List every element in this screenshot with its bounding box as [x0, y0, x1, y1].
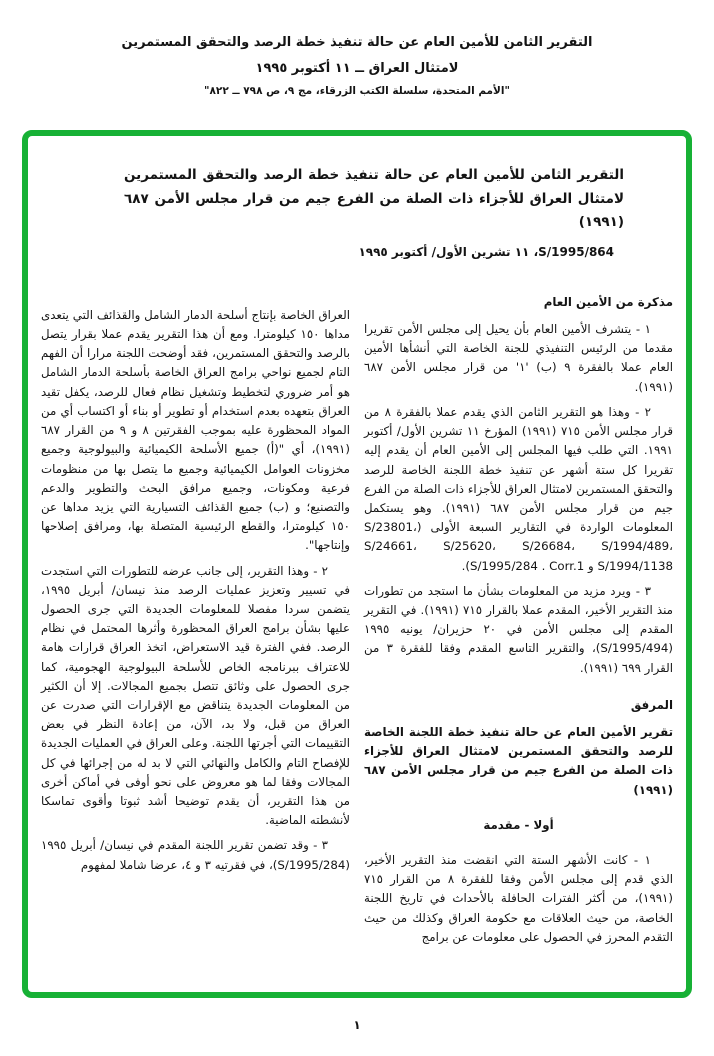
two-column-body	[41, 293, 673, 953]
document-header	[0, 0, 714, 97]
header-title: التقرير الثامن للأمين العام عن حالة تنفيذ خطة الرصد والتحقق المستمرين	[121, 35, 593, 50]
report-title: التقرير الثامن للأمين العام عن حالة تنفيذ خطة الرصد والتحقق المستمرين لامتثال العراق للأجزاء ذات الصلة من الفرع جيم من قرار مجلس الأمن ٦٨٧ (١٩٩١)	[124, 167, 624, 231]
note-paragraph-3: ٣ - ويرد مزيد من المعلومات بشأن ما استجد من تطورات منذ التقرير الأخير، المقدم عملا بالقرار ٧١٥ (١٩٩١). في التقرير المقدم إلى مجلس الأمن في ٢٠ حزيران/ يونيه ١٩٩٥ (S/1995/494)، والتقرير التاسع المقدم وفقا للفقرة ٣ من القرار ٦٩٩ (١٩٩١).	[364, 583, 673, 675]
annex-heading: المرفق	[630, 697, 673, 712]
header-source-note: "الأمم المتحدة، سلسلة الكتب الزرقاء، مج ٩، ص ٧٩٨ ــ ٨٢٢"	[204, 84, 510, 97]
report-box	[22, 130, 692, 998]
column-right	[364, 293, 673, 953]
intro-paragraph-3: ٣ - وقد تضمن تقرير اللجنة المقدم في نيسان/ أبريل ١٩٩٥ (S/1995/284)، في فقرتيه ٣ و ٤، عرضا شاملا لمفهوم	[41, 838, 350, 872]
column-left	[41, 293, 350, 953]
intro-paragraph-1-continuation: العراق الخاصة بإنتاج أسلحة الدمار الشامل والقذائف التي يتعدى مداها ١٥٠ كيلومترا. ومع أن هذا التقرير يقدم عملا بقرار يتصل بالرصد والتحقق المستمرين، فقد أوضحت اللجنة مرارا أن الفهم التام لجميع نواحي برامج العراق الخاصة بأسلحة الدمار الشامل هو أمر ضروري لتخطيط وتشغيل نظام فعال للرصد، يكفل تقيد العراق بتعهده بعدم استخدام أو تطوير أو بناء أو اكتساب أي من المواد المحظورة عليه بموجب الفقرتين ٨ و ٩ من القرار ٦٨٧ (١٩٩١)، أي "(أ) جميع الأسلحة الكيميائية والبيولوجية وجميع مخزونات العوامل الكيميائية وجميع ما يتصل بها من منظومات فرعية ومكونات، وجميع مرافق البحث والتطوير والدعم والتصنيع؛ و (ب) جميع القذائف التسيارية التي يزيد مداها عن ١٥٠ كيلومترا، والقطع الرئيسية المتصلة بها، ومرافق إصلاحها وإنتاجها".	[41, 307, 350, 553]
note-heading: مذكرة من الأمين العام	[543, 294, 673, 309]
header-subtitle: لامتثال العراق ــ ١١ أكتوبر ١٩٩٥	[255, 60, 459, 76]
annex-title: تقرير الأمين العام عن حالة تنفيذ خطة اللجنة الخاصة للرصد والتحقق المستمرين لامتثال العراق للأجزاء ذات الصلة من الفرع جيم من قرار مجلس الأمن ٦٨٧ (١٩٩١)	[364, 724, 673, 797]
document-reference: S/1995/864، ١١ تشرين الأول/ أكتوبر ١٩٩٥	[358, 244, 614, 259]
note-paragraph-2: ٢ - وهذا هو التقرير الثامن الذي يقدم عملا بالفقرة ٨ من قرار مجلس الأمن ٧١٥ (١٩٩١) المؤرخ ١١ تشرين الأول/ أكتوبر ١٩٩١. التي طلب فيها المجلس إلى الأمين العام أن يقدم إليه تقريرا كل ستة أشهر عن تنفيذ خطة اللجنة الخاصة للرصد والتحقق المستمرين لامتثال العراق للأجزاء ذات الصلة من الفرع جيم من قرار مجلس الأمن ٦٨٧ (١٩٩١). وهو يستكمل المعلومات الواردة في التقارير السبعة الأولى (S/23801، S/24661، S/25620، S/26684، S/1994/489، S/1994/1138 و S/1995/284 . Corr.1).	[364, 404, 674, 573]
page-number: ١	[353, 1018, 361, 1032]
intro-heading: أولا - مقدمة	[483, 817, 554, 832]
intro-paragraph-2: ٢ - وهذا التقرير، إلى جانب عرضه للتطورات التي استجدت في تسيير وتعزيز عمليات الرصد منذ نيسان/ أبريل ١٩٩٥، يتضمن سردا مفصلا للمعلومات الجديدة التي جرى الحصول عليها بشأن برامج العراق المحظورة وأثرها المحتمل في نظام الرصد. ففي الفترة قيد الاستعراض، اتخذ العراق قرارات هامة للاعتراف ببرنامجه الخاص للأسلحة البيولوجية الهجومية، كما جرى الحصول على وثائق تتصل بجميع المجالات. إلا أن الكثير من المعلومات الجديدة يتناقض مع الإقرارات التي صدرت عن العراق من قبل، ولا بد، الآن، من إعادة النظر في بعض التقييمات التي أجرتها اللجنة. وعلى العراق في العمليات الجديدة للإفصاح التام والكامل والنهائي التي لا بد له من إجرائها في كل المجالات وفقا لما هو معروض على نحو أوفى في أماكن أخرى من هذا التقرير، أن يقدم توضيحا أشد ثبوتا وأقوى تماسكا لأنشطته الماضية.	[41, 563, 350, 828]
note-paragraph-1: ١ - يتشرف الأمين العام بأن يحيل إلى مجلس الأمن تقريرا مقدما من الرئيس التنفيذي للجنة الخاصة التي أنشأها الأمين العام عملا بالفقرة ٩ (ب) '١' من قرار مجلس الأمن ٦٨٧ (١٩٩١).	[364, 322, 673, 394]
intro-paragraph-1: ١ - كانت الأشهر الستة التي انقضت منذ التقرير الأخير، الذي قدم إلى مجلس الأمن وفقا للفقرة ٨ من القرار ٧١٥ (١٩٩١)، من أكثر الفترات الحافلة بالأحداث في تاريخ اللجنة الخاصة، من حيث العلاقات مع حكومة العراق وكذلك من حيث التقدم المحرز في الحصول على معلومات عن برامج	[364, 852, 674, 944]
